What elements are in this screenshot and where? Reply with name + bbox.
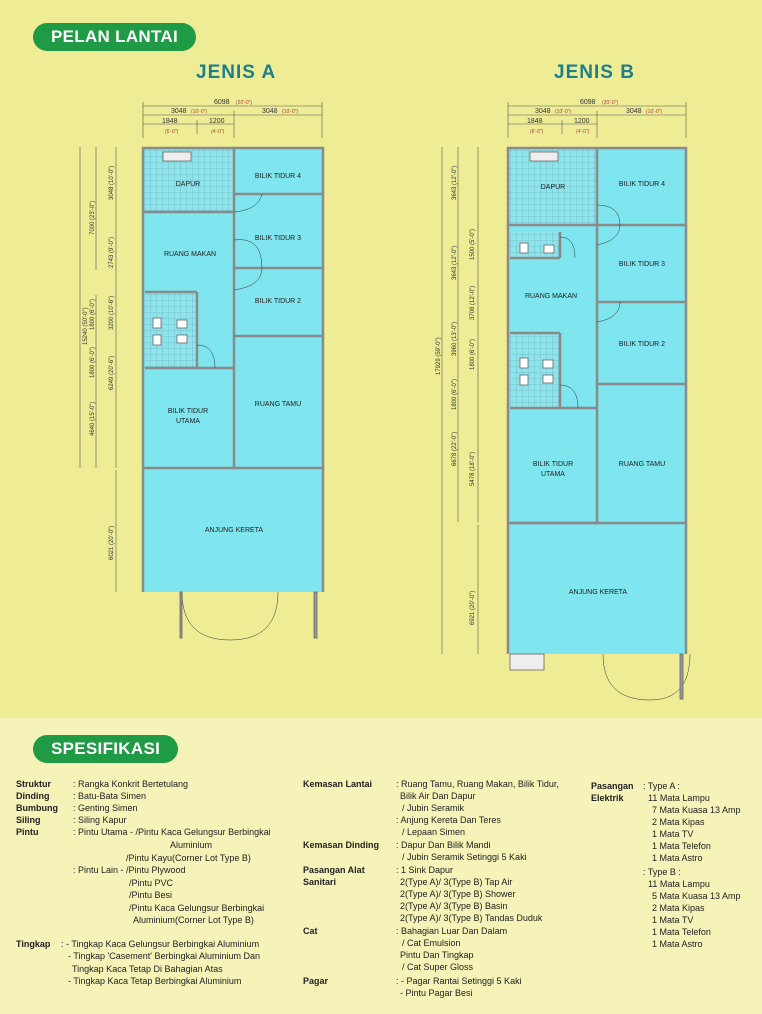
spec-value: Pintu Dan Tingkap — [400, 950, 474, 960]
dim-a-right-ft: (10'-0") — [282, 109, 299, 115]
spec-key: Sanitari — [303, 877, 337, 887]
spec-value: : 1 Sink Dapur — [396, 865, 454, 875]
room-b-dapur: DAPUR — [540, 184, 566, 191]
dim-b-sub2: 1200 — [574, 118, 590, 125]
plan-b — [436, 99, 690, 700]
spec-value: 2(Type A)/ 3(Type B) Tap Air — [400, 877, 513, 887]
room-a-bt2: BILIK TIDUR 2 — [254, 298, 302, 305]
dim-a-l9: 3048 (10'-0") — [109, 165, 115, 200]
dim-b-sub1: 1848 — [527, 118, 543, 125]
spec-value: : Siling Kapur — [73, 815, 127, 825]
spec-value: /Pintu Besi — [129, 890, 173, 900]
spec-value: : Pintu Utama - /Pintu Kaca Gelungsur Berbingkai — [73, 827, 271, 837]
dim-b-l8: 1800 (6'-0") — [452, 379, 458, 410]
spec-key-tingkap: Tingkap — [16, 939, 51, 949]
spec-value: / Cat Super Gloss — [402, 962, 474, 972]
spec-value: /Pintu Kaca Gelungsur Berbingkai — [129, 903, 265, 913]
specification-heading: SPESIFIKASI — [33, 735, 178, 763]
room-a-btu1: BILIK TIDUR — [167, 408, 209, 415]
dim-a-l1: 15240 (50'-0") — [83, 307, 89, 345]
plan-a-title: JENIS A — [196, 62, 277, 83]
dim-a-left-ft: (10'-0") — [191, 109, 208, 115]
dim-b-l1: 17929 (59'-0") — [436, 337, 442, 375]
spec-value: / Jubin Seramik Setinggi 5 Kaki — [402, 852, 527, 862]
spec-value: 1 Mata Astro — [652, 853, 703, 863]
dim-b-l10: 5478 (18'-0") — [470, 451, 476, 486]
spec-key: Bumbung — [16, 803, 58, 813]
spec-key: Kemasan Lantai — [303, 779, 373, 789]
spec-value: Aluminium — [170, 840, 213, 850]
dim-b-sub2-ft: (4'-0") — [576, 129, 590, 135]
spec-value: 2 Mata Kipas — [652, 903, 705, 913]
room-b-btu1: BILIK TIDUR — [532, 461, 574, 468]
dim-a-l10: 6021 (20'-0") — [109, 525, 115, 560]
spec-value: /Pintu PVC — [129, 878, 174, 888]
spec-value: / Cat Emulsion — [402, 938, 461, 948]
dim-a-l6: 6249 (20'-6") — [109, 355, 115, 390]
room-b-rm: RUANG MAKAN — [524, 293, 578, 300]
spec-value: - Tingkap Kaca Tetap Berbingkai Aluminium — [68, 976, 242, 986]
room-b-bt4: BILIK TIDUR 4 — [618, 181, 666, 188]
spec-value: - Tingkap 'Casement' Berbingkai Aluminium Dan — [68, 951, 261, 961]
room-a-ak: ANJUNG KERETA — [204, 527, 264, 534]
spec-key: Struktur — [16, 779, 52, 789]
dim-a-right: 3048 — [262, 108, 278, 115]
spec-key: Elektrik — [591, 793, 624, 803]
dim-b-l5: 3960 (13'-0") — [452, 321, 458, 356]
spec-value: Aluminium(Corner Lot Type B) — [133, 915, 254, 925]
dim-b-l6: 3708 (12'-0") — [470, 285, 476, 320]
room-b-ak: ANJUNG KERETA — [568, 589, 628, 596]
spec-value: 7 Mata Kuasa 13 Amp — [652, 805, 741, 815]
spec-col-1 — [16, 778, 296, 1008]
spec-key: Cat — [303, 926, 318, 936]
spec-key: Dinding — [16, 791, 50, 801]
spec-value: : Type A : — [643, 781, 680, 791]
spec-key: Pasangan Alat — [303, 865, 365, 875]
spec-value: 2(Type A)/ 3(Type B) Basin — [400, 901, 508, 911]
spec-value: 1 Mata Telefon — [652, 841, 711, 851]
dim-b-l7: 1800 (6'-0") — [470, 339, 476, 370]
spec-value: 1 Mata TV — [652, 915, 694, 925]
spec-value: / Jubin Seramik — [402, 803, 465, 813]
spec-value: 2(Type A)/ 3(Type B) Shower — [400, 889, 516, 899]
dim-b-l4: 1500 (5'-0") — [470, 229, 476, 260]
spec-value: : Bahagian Luar Dan Dalam — [396, 926, 508, 936]
spec-value: 1 Mata Astro — [652, 939, 703, 949]
room-b-rt: RUANG TAMU — [618, 461, 666, 468]
spec-value: 2 Mata Kipas — [652, 817, 705, 827]
dim-a-l3: 4640 (15'-0") — [90, 401, 96, 436]
dim-b-left: 3048 — [535, 108, 551, 115]
spec-value: : Genting Simen — [73, 803, 138, 813]
room-a-rt: RUANG TAMU — [254, 401, 302, 408]
dim-top-b: 6098 — [580, 99, 596, 106]
spec-value: : Pintu Lain - /Pintu Plywood — [73, 865, 186, 875]
dim-a-l4: 1800 (6'-0") — [90, 299, 96, 330]
dim-a-sub2-ft: (4'-0") — [211, 129, 225, 135]
room-a-dapur: DAPUR — [175, 181, 201, 188]
dim-a-l2: 7000 (23'-0") — [90, 200, 96, 235]
spec-col-3 — [591, 780, 759, 1005]
spec-value: : Batu-Bata Simen — [73, 791, 147, 801]
dim-a-l7: 3200 (10'-6") — [109, 295, 115, 330]
plan-b-title: JENIS B — [554, 62, 635, 83]
dim-a-sub1-ft: (6'-0") — [165, 129, 179, 135]
spec-value: 11 Mata Lampu — [648, 793, 710, 803]
dim-b-right: 3048 — [626, 108, 642, 115]
spec-key: Pasangan — [591, 781, 634, 791]
spec-value: /Pintu Kayu(Corner Lot Type B) — [126, 853, 251, 863]
plan-a — [80, 99, 323, 640]
floor-plan-heading: PELAN LANTAI — [33, 23, 196, 51]
spec-key: Siling — [16, 815, 41, 825]
spec-value: / Lepaan Simen — [402, 827, 466, 837]
room-b-bt2: BILIK TIDUR 2 — [618, 341, 666, 348]
spec-value: 1 Mata TV — [652, 829, 694, 839]
dim-top-b-ft: (20'-0") — [602, 100, 619, 106]
dim-a-left: 3048 — [171, 108, 187, 115]
spec-value: : - Pagar Rantai Setinggi 5 Kaki — [396, 976, 522, 986]
spec-value: : Dapur Dan Bilik Mandi — [396, 840, 491, 850]
room-a-btu2: UTAMA — [176, 418, 200, 425]
spec-value: : Ruang Tamu, Ruang Makan, Bilik Tidur, — [396, 779, 559, 789]
spec-value: Tingkap Kaca Tetap Di Bahagian Atas — [72, 964, 223, 974]
spec-key: Pagar — [303, 976, 329, 986]
dim-b-l2: 3643 (12'-0") — [452, 165, 458, 200]
spec-value: - Pintu Pagar Besi — [400, 988, 473, 998]
spec-value: : - Tingkap Kaca Gelungsur Berbingkai Aluminium — [61, 939, 260, 949]
dim-b-l9: 6678 (22'-0") — [452, 431, 458, 466]
room-b-bt3: BILIK TIDUR 3 — [618, 261, 666, 268]
dim-b-l11: 6921 (20'-0") — [470, 590, 476, 625]
spec-key: Pintu — [16, 827, 39, 837]
spec-value: Bilik Air Dan Dapur — [400, 791, 476, 801]
spec-value: : Anjung Kereta Dan Teres — [396, 815, 501, 825]
spec-value: : Rangka Konkrit Bertetulang — [73, 779, 189, 789]
dim-a-l5: 1800 (6'-0") — [90, 347, 96, 378]
spec-value: 1 Mata Telefon — [652, 927, 711, 937]
dim-a-l8: 2743 (9'-0") — [109, 237, 115, 268]
dim-b-l3: 3643 (12'-0") — [452, 245, 458, 280]
room-a-bt4: BILIK TIDUR 4 — [254, 173, 302, 180]
dim-a-sub2: 1200 — [209, 118, 225, 125]
dim-top-a: 6098 — [214, 99, 230, 106]
dim-a-sub1: 1848 — [162, 118, 178, 125]
spec-col-2 — [303, 778, 593, 1008]
spec-value: 2(Type A)/ 3(Type B) Tandas Duduk — [400, 913, 543, 923]
spec-value: 5 Mata Kuasa 13 Amp — [652, 891, 741, 901]
room-a-rm: RUANG MAKAN — [163, 251, 217, 258]
dim-b-left-ft: (10'-0") — [555, 109, 572, 115]
dim-top-a-ft: (20'-0") — [236, 100, 253, 106]
room-b-btu2: UTAMA — [541, 471, 565, 478]
spec-value: : Type B : — [643, 867, 681, 877]
spec-key: Kemasan Dinding — [303, 840, 380, 850]
dim-b-right-ft: (10'-0") — [646, 109, 663, 115]
dim-b-sub1-ft: (6'-0") — [530, 129, 544, 135]
room-a-bt3: BILIK TIDUR 3 — [254, 235, 302, 242]
spec-value: 11 Mata Lampu — [648, 879, 710, 889]
